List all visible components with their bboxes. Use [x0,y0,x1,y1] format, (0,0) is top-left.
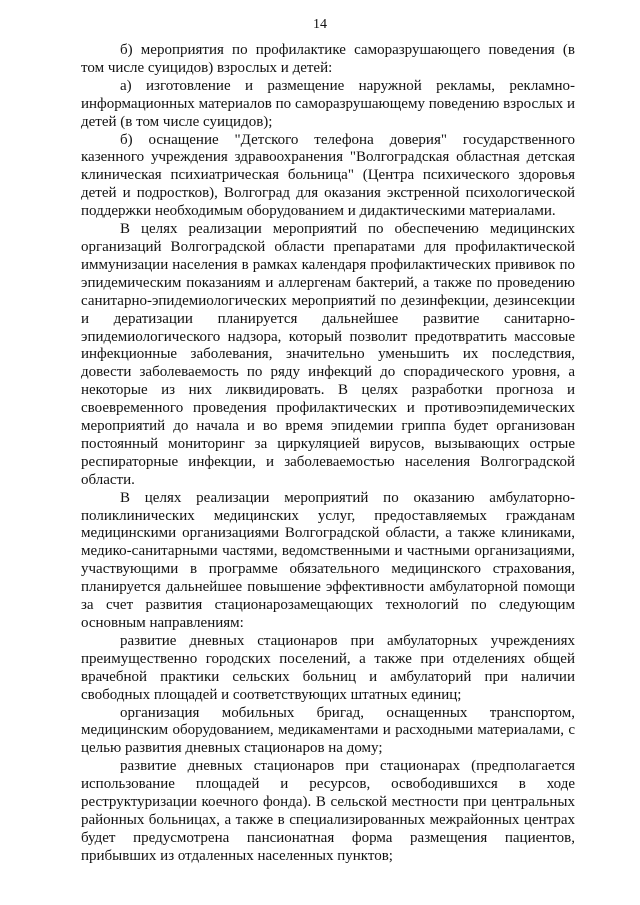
paragraph-day-hospitals-outpatient: развитие дневных стационаров при амбулаторных учреждениях преимущественно городских поселений, а также при отделениях общей врачебной практики сельских больниц и амбулаторий при наличии свободных площадей и соответствующих штатных единиц; [81,632,575,703]
paragraph-children-helpline: б) оснащение "Детского телефона доверия" государственного казенного учреждения здравоохранения "Волгоградская областная детская клиническая психиатрическая больница" (Центра психического здоровья детей и подростков), Волгоград для оказания экстренной психологической поддержки необходимым оборудованием и дидактическими материалами. [81,131,575,220]
paragraph-outpatient-services: В целях реализации мероприятий по оказанию амбулаторно-поликлинических медицинских услуг, предоставляемых гражданам медицинскими организациями Волгоградской области, а также клиниками, медико-санитарными частями, ведомственными и частными организациями, участвующими в программе обязательного медицинского страхования, планируется дальнейшее повышение эффективности амбулаторной помощи за счет развития стационарозамещающих технологий по следующим основным направлениям: [81,489,575,631]
page-number: 14 [313,17,327,32]
paragraph-outdoor-advertising: а) изготовление и размещение наружной рекламы, рекламно-информационных материалов по саморазрушающему поведению взрослых и детей (в том числе суицидов); [81,77,575,130]
paragraph-immunization-sanitary: В целях реализации мероприятий по обеспечению медицинских организаций Волгоградской области препаратами для профилактической иммунизации населения в рамках календаря профилактических прививок по эпидемическим показаниям и аллергенам бактерий, а также по проведению санитарно-эпидемиологических мероприятий по дезинфекции, дезинсекции и дератизации планируется дальнейшее развитие санитарно-эпидемиологического надзора, который позволит предотвратить массовые инфекционные заболевания, значительно уменьшить их последствия, довести заболеваемость по ряду инфекций до спорадического уровня, а некоторые из них ликвидировать. В целях разработки прогноза и своевременного проведения профилактических и противоэпидемических мероприятий до начала и во время эпидемии гриппа будет организован постоянный мониторинг за циркуляцией вирусов, вызывающих острые респираторные инфекции, и заболеваемостью населения Волгоградской области. [81,221,575,488]
paragraph-mobile-teams: организация мобильных бригад, оснащенных транспортом, медицинским оборудованием, медикаментами и расходными материалами, с целью развития дневных стационаров на дому; [81,704,575,757]
page-body [81,42,575,866]
paragraph-day-hospitals-inpatient: развитие дневных стационаров при стационарах (предполагается использование площадей и ресурсов, освободившихся в ходе реструктуризации коечного фонда). В сельской местности при центральных районных больницах, а также в специализированных межрайонных центрах будет предусмотрена пансионатная форма размещения пациентов, прибывших из отдаленных населенных пунктов; [81,758,575,864]
paragraph-prevention-self-destructive-behavior: б) мероприятия по профилактике саморазрушающего поведения (в том числе суицидов) взрослых и детей: [81,42,575,76]
